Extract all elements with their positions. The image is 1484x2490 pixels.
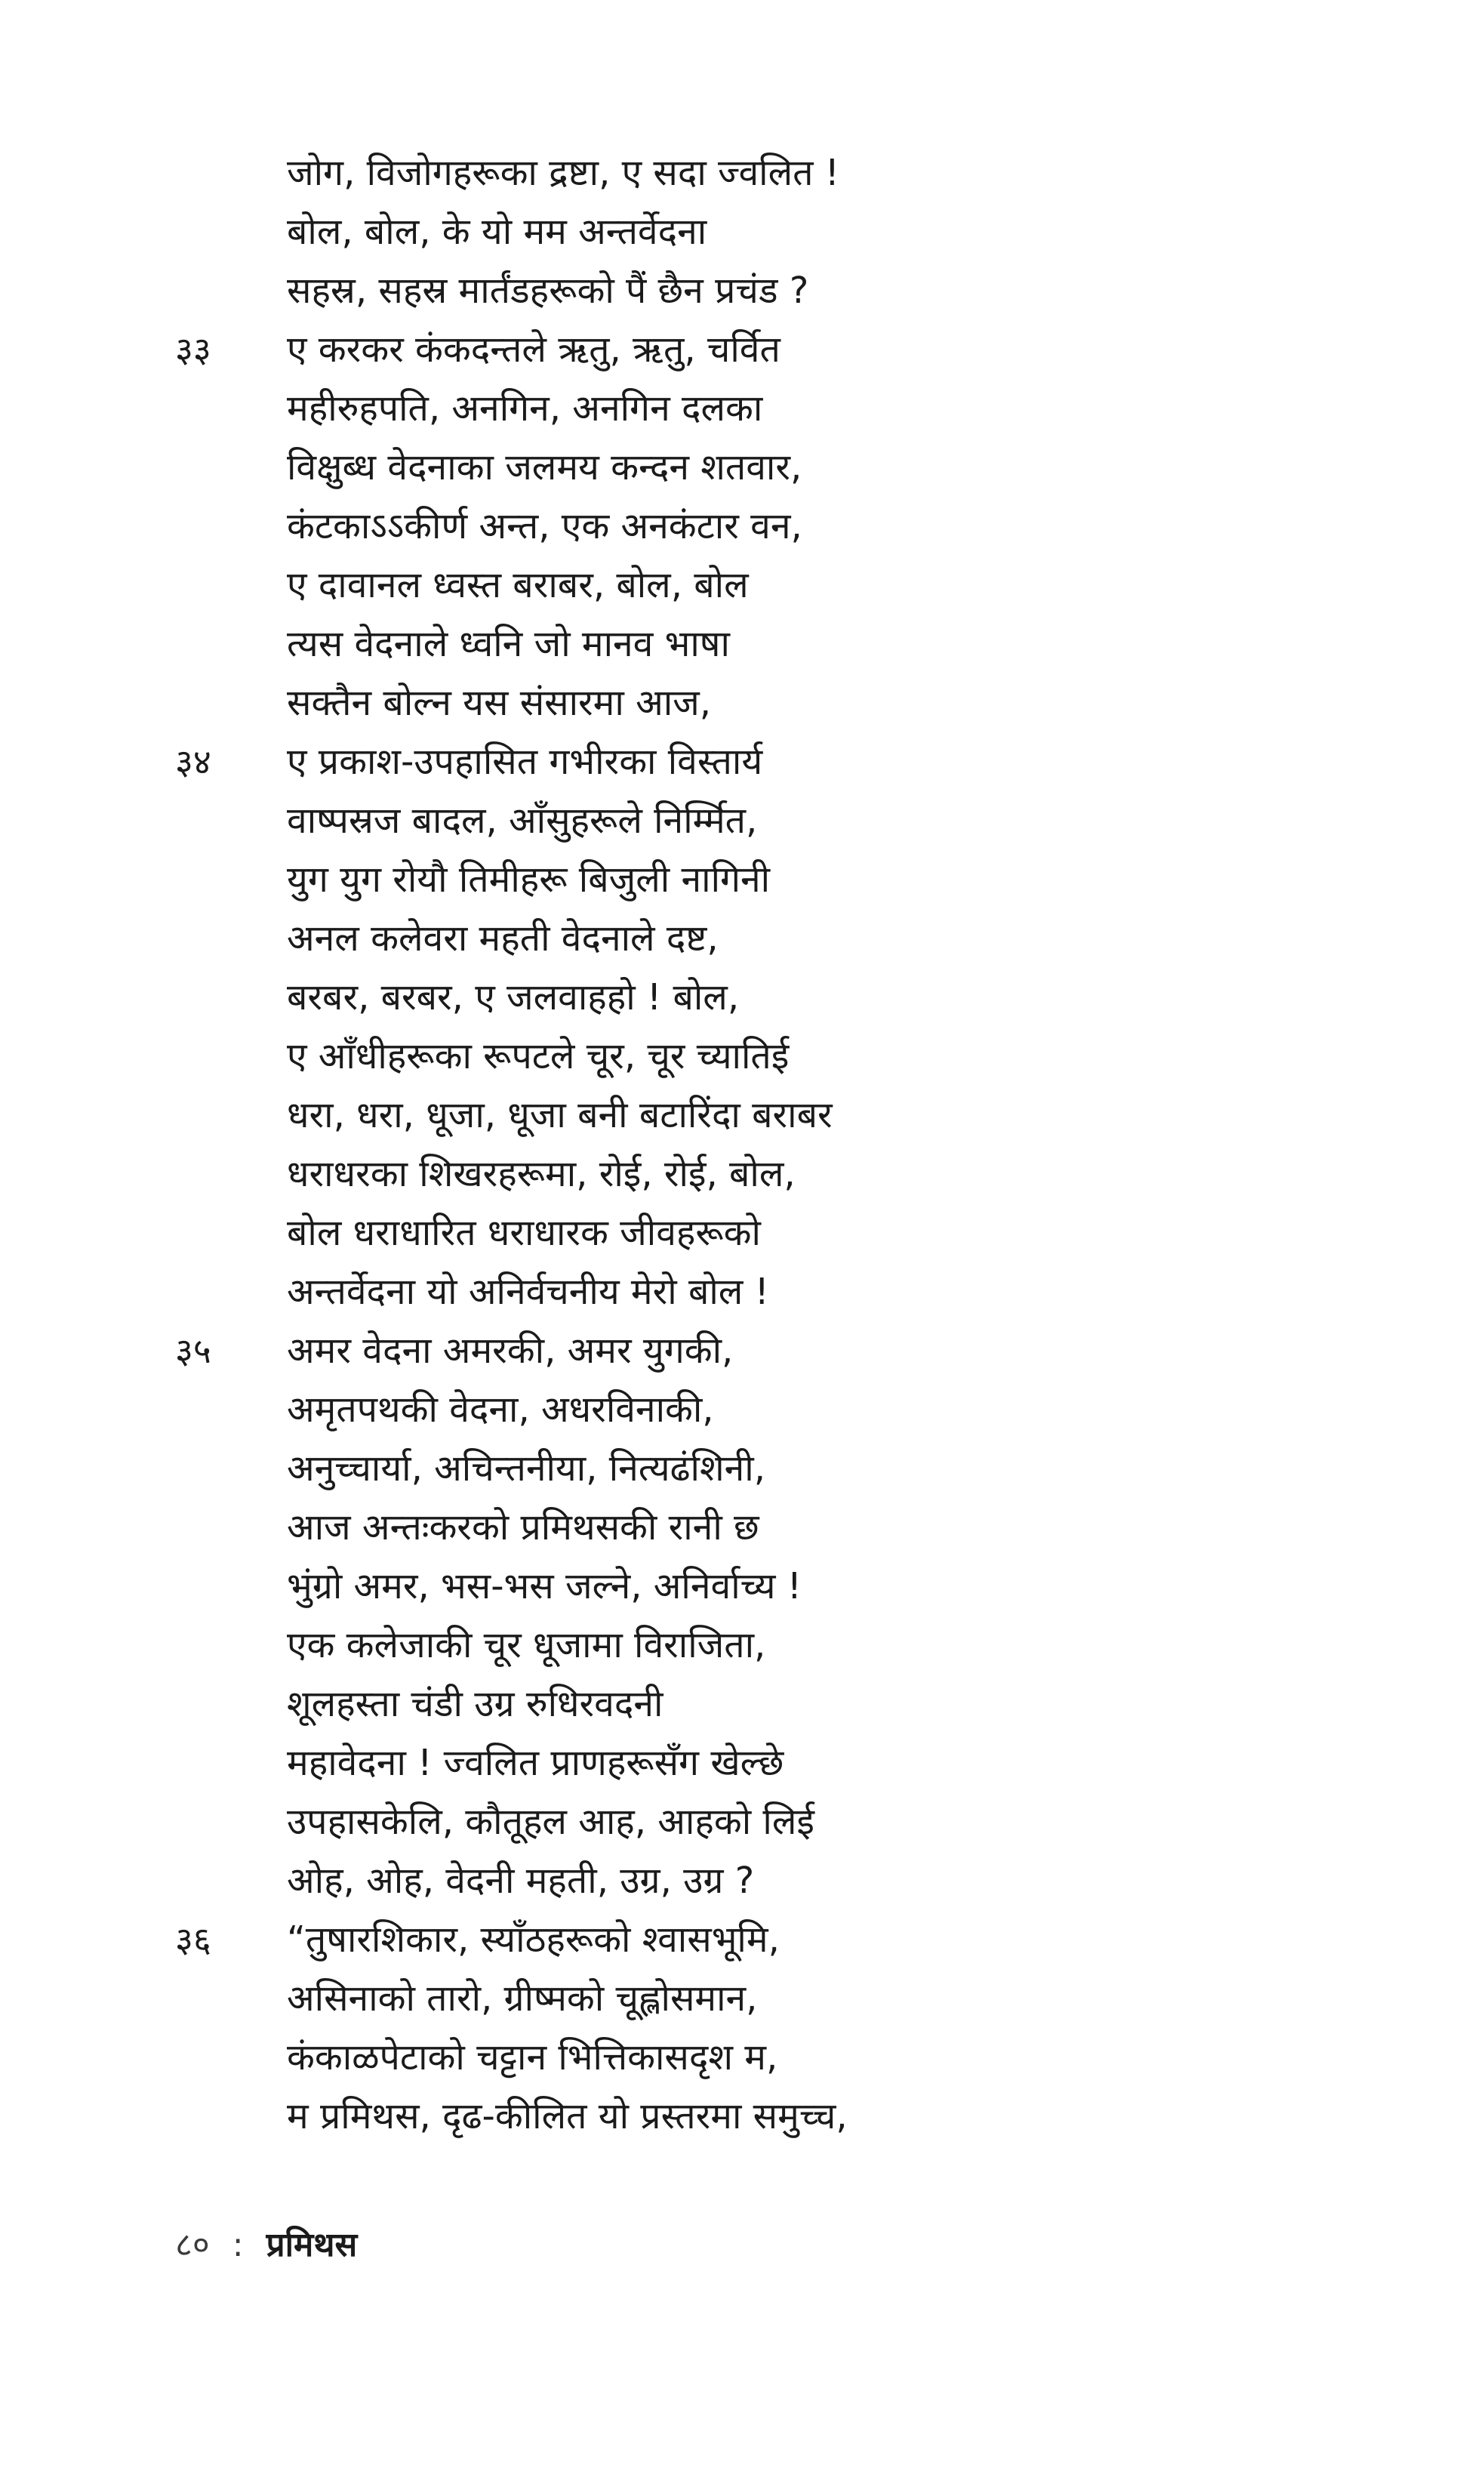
poem-line [175,1439,1353,1498]
verse-text: महीरुहपति, अनगिन, अनगिन दलका [287,387,763,430]
verse-text: धरा, धरा, धूजा, धूजा बनी बटारिंदा बराबर [287,1094,833,1136]
book-title: प्रमिथस [266,2226,358,2264]
verse-text: अमर वेदना अमरकी, अमर युगकी, [287,1330,734,1372]
verse-number: ३६ [175,1919,211,1960]
poem-text-block [175,143,1353,2146]
verse-text: म प्रमिथस, दृढ-कीलित यो प्रस्तरमा समुच्च, [287,2095,848,2137]
poem-line [175,1380,1353,1439]
verse-text: ए आँधीहरूका रूपटले चूर, चूर च्यातिई [287,1035,790,1077]
poem-line [175,1733,1353,1792]
poem-line [175,1498,1353,1557]
poem-line [175,261,1353,320]
poem-line [175,379,1353,438]
page-footer [175,2216,357,2275]
verse-text: अनुच्चार्या, अचिन्तनीया, नित्यढंशिनी, [287,1447,765,1490]
verse-text: युग युग रोयौ तिमीहरू बिजुली नागिनी [287,858,771,901]
poem-line [175,1851,1353,1910]
verse-text: ए दावानल ध्वस्त बराबर, बोल, बोल [287,564,749,606]
poem-line [175,202,1353,261]
poem-line [175,850,1353,909]
poem-line [175,791,1353,850]
verse-text: आज अन्तःकरको प्रमिथसकी रानी छ [287,1506,759,1549]
poem-line [175,1616,1353,1675]
poem-line [175,1321,1353,1380]
poem-line [175,968,1353,1027]
verse-text: असिनाको तारो, ग्रीष्मको चूह्लोसमान, [287,1977,758,2020]
verse-text: सहस्र, सहस्र मार्तंडहरूको पैं छैन प्रचंड ? [287,270,809,312]
poem-line [175,1675,1353,1733]
poem-line [175,438,1353,497]
verse-text: महावेदना ! ज्वलित प्राणहरूसँग खेल्छे [287,1742,784,1784]
poem-line [175,1557,1353,1616]
verse-text: अनल कलेवरा महती वेदनाले दष्ट, [287,917,719,960]
poem-line [175,2028,1353,2087]
page-number: ८० [175,2226,210,2264]
verse-text: ए करकर कंकदन्तले ऋतु, ऋतु, चर्वित [287,328,780,371]
verse-number: ३४ [175,741,211,782]
verse-text: बोल धराधारित धराधारक जीवहरूको [287,1212,761,1254]
poem-line [175,143,1353,202]
poem-line [175,497,1353,556]
verse-number: ३५ [175,1330,211,1371]
verse-text: कंटकाऽऽकीर्ण अन्त, एक अनकंटार वन, [287,505,802,547]
verse-text: अमृतपथकी वेदना, अधरविनाकी, [287,1388,714,1431]
verse-text: जोग, विजोगहरूका द्रष्टा, ए सदा ज्वलित ! [287,152,839,194]
poem-line [175,1262,1353,1321]
verse-number: ३३ [175,329,211,370]
verse-text: त्यस वेदनाले ध्वनि जो मानव भाषा [287,623,730,665]
verse-text: कंकाळपेटाको चट्टान भित्तिकासदृश म, [287,2036,778,2079]
verse-text: शूलहस्ता चंडी उग्र रुधिरवदनी [287,1683,663,1725]
poem-line [175,673,1353,732]
verse-text: विक्षुब्ध वेदनाका जलमय कन्दन शतवार, [287,446,802,488]
poem-line [175,1203,1353,1262]
poem-line [175,1792,1353,1851]
poem-line [175,1027,1353,1086]
verse-text: धराधरका शिखरहरूमा, रोई, रोई, बोल, [287,1153,796,1195]
poem-line [175,1910,1353,1969]
poem-line [175,909,1353,968]
verse-text: बोल, बोल, के यो मम अन्तर्वेदना [287,211,707,253]
verse-text: वाष्पस्रज बादल, आँसुहरूले निर्म्मित, [287,800,758,842]
verse-text: सक्तैन बोल्न यस संसारमा आज, [287,682,712,724]
verse-text: ओह, ओह, वेदनी महती, उग्र, उग्र ? [287,1860,755,1902]
footer-separator: : [232,2226,244,2264]
verse-text: एक कलेजाकी चूर धूजामा विराजिता, [287,1624,766,1666]
verse-text: ए प्रकाश-उपहासित गभीरका विस्तार्य [287,741,763,783]
verse-text: “तुषारशिकार, स्याँठहरूको श्वासभूमि, [287,1918,780,1961]
poem-line [175,2087,1353,2146]
poem-line [175,320,1353,379]
poem-line [175,615,1353,673]
poem-line [175,732,1353,791]
verse-text: भुंग्रो अमर, भस-भस जल्ने, अनिर्वाच्य ! [287,1565,802,1607]
poem-line [175,556,1353,615]
poem-line [175,1145,1353,1203]
verse-text: बरबर, बरबर, ए जलवाहहो ! बोल, [287,976,740,1018]
poem-line [175,1086,1353,1145]
poem-line [175,1969,1353,2028]
verse-text: अन्तर्वेदना यो अनिर्वचनीय मेरो बोल ! [287,1271,769,1313]
verse-text: उपहासकेलि, कौतूहल आह, आहको लिई [287,1801,814,1843]
